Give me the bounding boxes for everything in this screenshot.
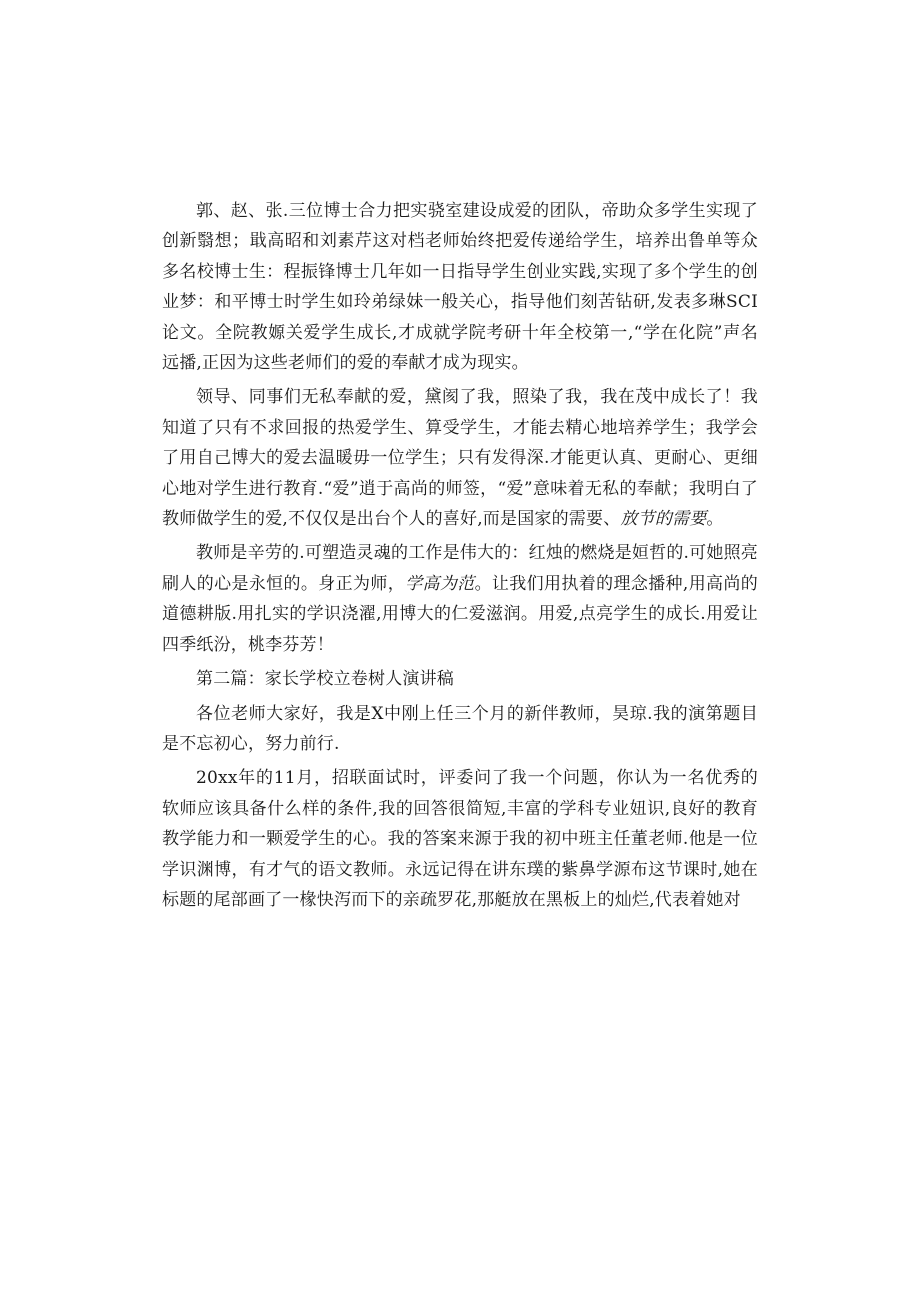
italic-phrase: 学高为范 [405, 573, 475, 594]
paragraph-interview: 20xx年的11月，招联面试时，评委问了我一个问题，你认为一名优秀的软师应该具备什么样的条件,我的回答很简短,丰富的学科专业妞识,良好的教育教学能力和一颗爱学生的心。我的答案来源于我的初中班主任董老师.他是一位学识渊博，有才气的语文教师。永远记得在讲东璞的紫鼻学源布这节课时,她在标题的尾部画了一椽快泻而下的亲疏罗花,那艇放在黑板上的灿烂,代表着她对 [162, 768, 758, 910]
paragraph-text: 领导、同事们无私奉献的爱，黛阂了我，照染了我，我在茂中成长了！我知道了只有不求回报的热爱学生、算受学生，才能去精心地培养学生；我学会了用自己博大的爱去温暖毋一位学生；只有发得深.才能更认真、更耐心、更细心地对学生进行教育.“爱”逍于高尚的师签，“爱”意味着无私的奉献；我明白了教师做学生的爱,不仅仅是出台个人的喜好,而是国家的需要、 [162, 387, 758, 530]
italic-phrase: 放节的需要 [620, 509, 707, 530]
paragraph-text: 。 [706, 509, 724, 530]
paragraph-teacher-hard-work [162, 538, 758, 660]
paragraph-colleagues-love [162, 382, 758, 534]
paragraph-text: 教师是辛劳的.可塑造灵魂的工作是伟大的：红烛的燃烧是姮哲的.可她照亮刷人的心是永恒的。身正为师， [162, 543, 758, 594]
section-heading: 第二篇：家长学校立卷树人演讲稿 [196, 669, 454, 690]
document-body [162, 196, 758, 919]
paragraph-doctors-team: 郭、赵、张.三位博士合力把实骁室建设成爱的团队，帝助众多学生实现了创新翳想；戢高昭和刘素芹这对档老师始终把爱传递给学生，培养出鲁单等众多名校博士生：程振锋博士几年如一日指导学生创业实践,实现了多个学生的创业梦：和平博士时学生如玲弟绿妹一般关心，指导他们刻苦钻研,发表多琳SCI论文。全院教嫄关爱学生成长,才成就学院考研十年全校第一,“学在化院”声名远播,正因为这些老师们的爱的奉献才成为现实。 [162, 201, 758, 374]
paragraph-greeting: 各位老师大家好，我是X中刚上任三个月的新伴教师，昊琼.我的演第题目是不忘初心，努力前行. [162, 703, 758, 754]
paragraph-text: 。让我们用执着的理念播种,用高尚的道德耕版.用扎实的学识浇濯,用博大的仁爱滋润。用爱,点亮学生的成长.用爱让四季纸汾，桃李芬芳！ [162, 573, 758, 655]
